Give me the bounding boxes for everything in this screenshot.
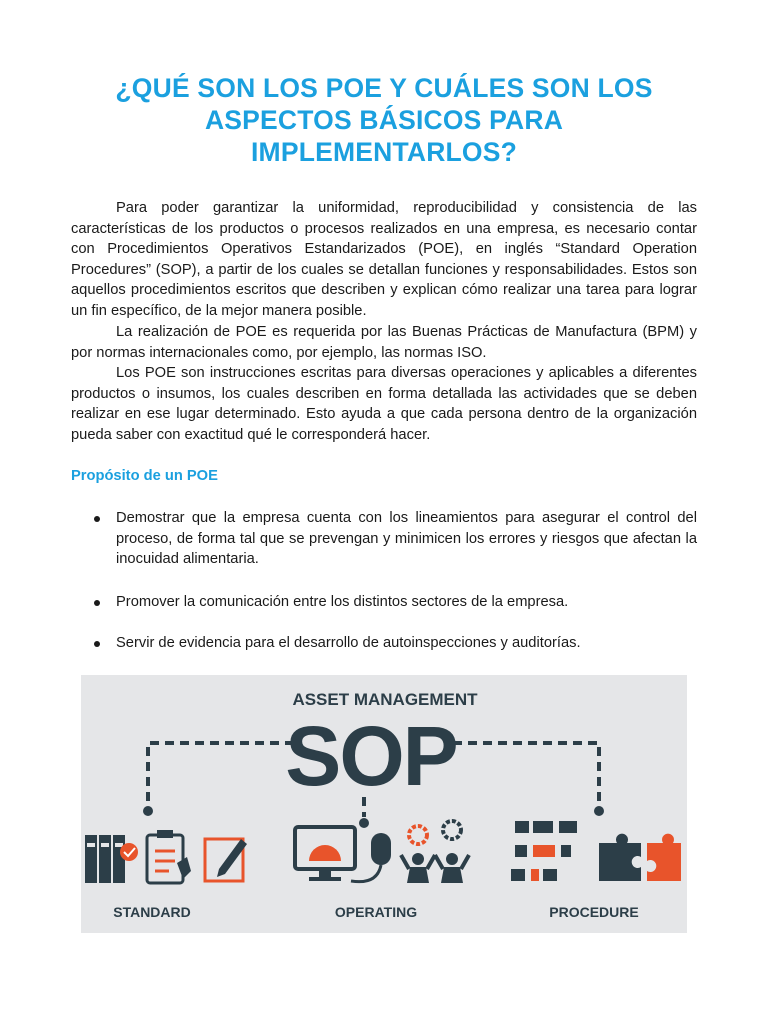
paragraph-intro: Para poder garantizar la uniformidad, reproducibilidad y consistencia de las características de los productos o procesos realizados en una empresa, es necesario contar con Procedimientos Operativos Estandarizados (POE), en inglés “Standard Operation Procedures” (SOP), a partir de los cuales se detallan funciones y responsabilidades. Estos son aquellos procedimientos escritos que describen y explican cómo realizar una tarea para lograr un fin específico, de la mejor manera posible. xyxy=(71,200,697,319)
label-procedure: PROCEDURE xyxy=(549,904,639,920)
bullet-dot xyxy=(94,600,100,606)
label-standard: STANDARD xyxy=(113,904,191,920)
bullet-dot xyxy=(94,641,100,647)
paragraph-bpm: La realización de POE es requerida por las Buenas Prácticas de Manufactura (BPM) y por normas internacionales como, por ejemplo, las normas ISO. xyxy=(71,324,697,361)
section-heading: Propósito de un POE xyxy=(71,468,218,484)
bullet-text: Demostrar que la empresa cuenta con los lineamientos para asegurar el control del proceso, de forma tal que se prevengan y minimicen los errores y riesgos que afectan la inocuidad alimentaria. xyxy=(116,510,697,568)
paragraph-poe-instructions: Los POE son instrucciones escritas para diversas operaciones y aplicables a diferentes productos o insumos, los cuales describen en forma detallada las actividades que se deben realizar en ese lugar determinado. Esto ayuda a que cada persona dentro de la organización pueda saber con exactitud qué le corresponderá hacer. xyxy=(71,365,697,443)
label-operating: OPERATING xyxy=(334,904,418,920)
bullet-item xyxy=(116,633,697,654)
bullet-text: Servir de evidencia para el desarrollo de autoinspecciones y auditorías. xyxy=(116,635,581,651)
sop-infographic xyxy=(81,675,687,933)
infographic-heading: ASSET MANAGEMENT xyxy=(292,690,478,709)
bullet-item xyxy=(116,592,697,613)
sop-acronym: SOP xyxy=(285,709,457,803)
bullet-dot xyxy=(94,516,100,522)
bullet-item xyxy=(116,508,697,570)
bullet-text: Promover la comunicación entre los distintos sectores de la empresa. xyxy=(116,594,569,610)
page-title: ¿QUÉ SON LOS POE Y CUÁLES SON LOS ASPECTOS BÁSICOS PARA IMPLEMENTARLOS? xyxy=(115,73,653,167)
